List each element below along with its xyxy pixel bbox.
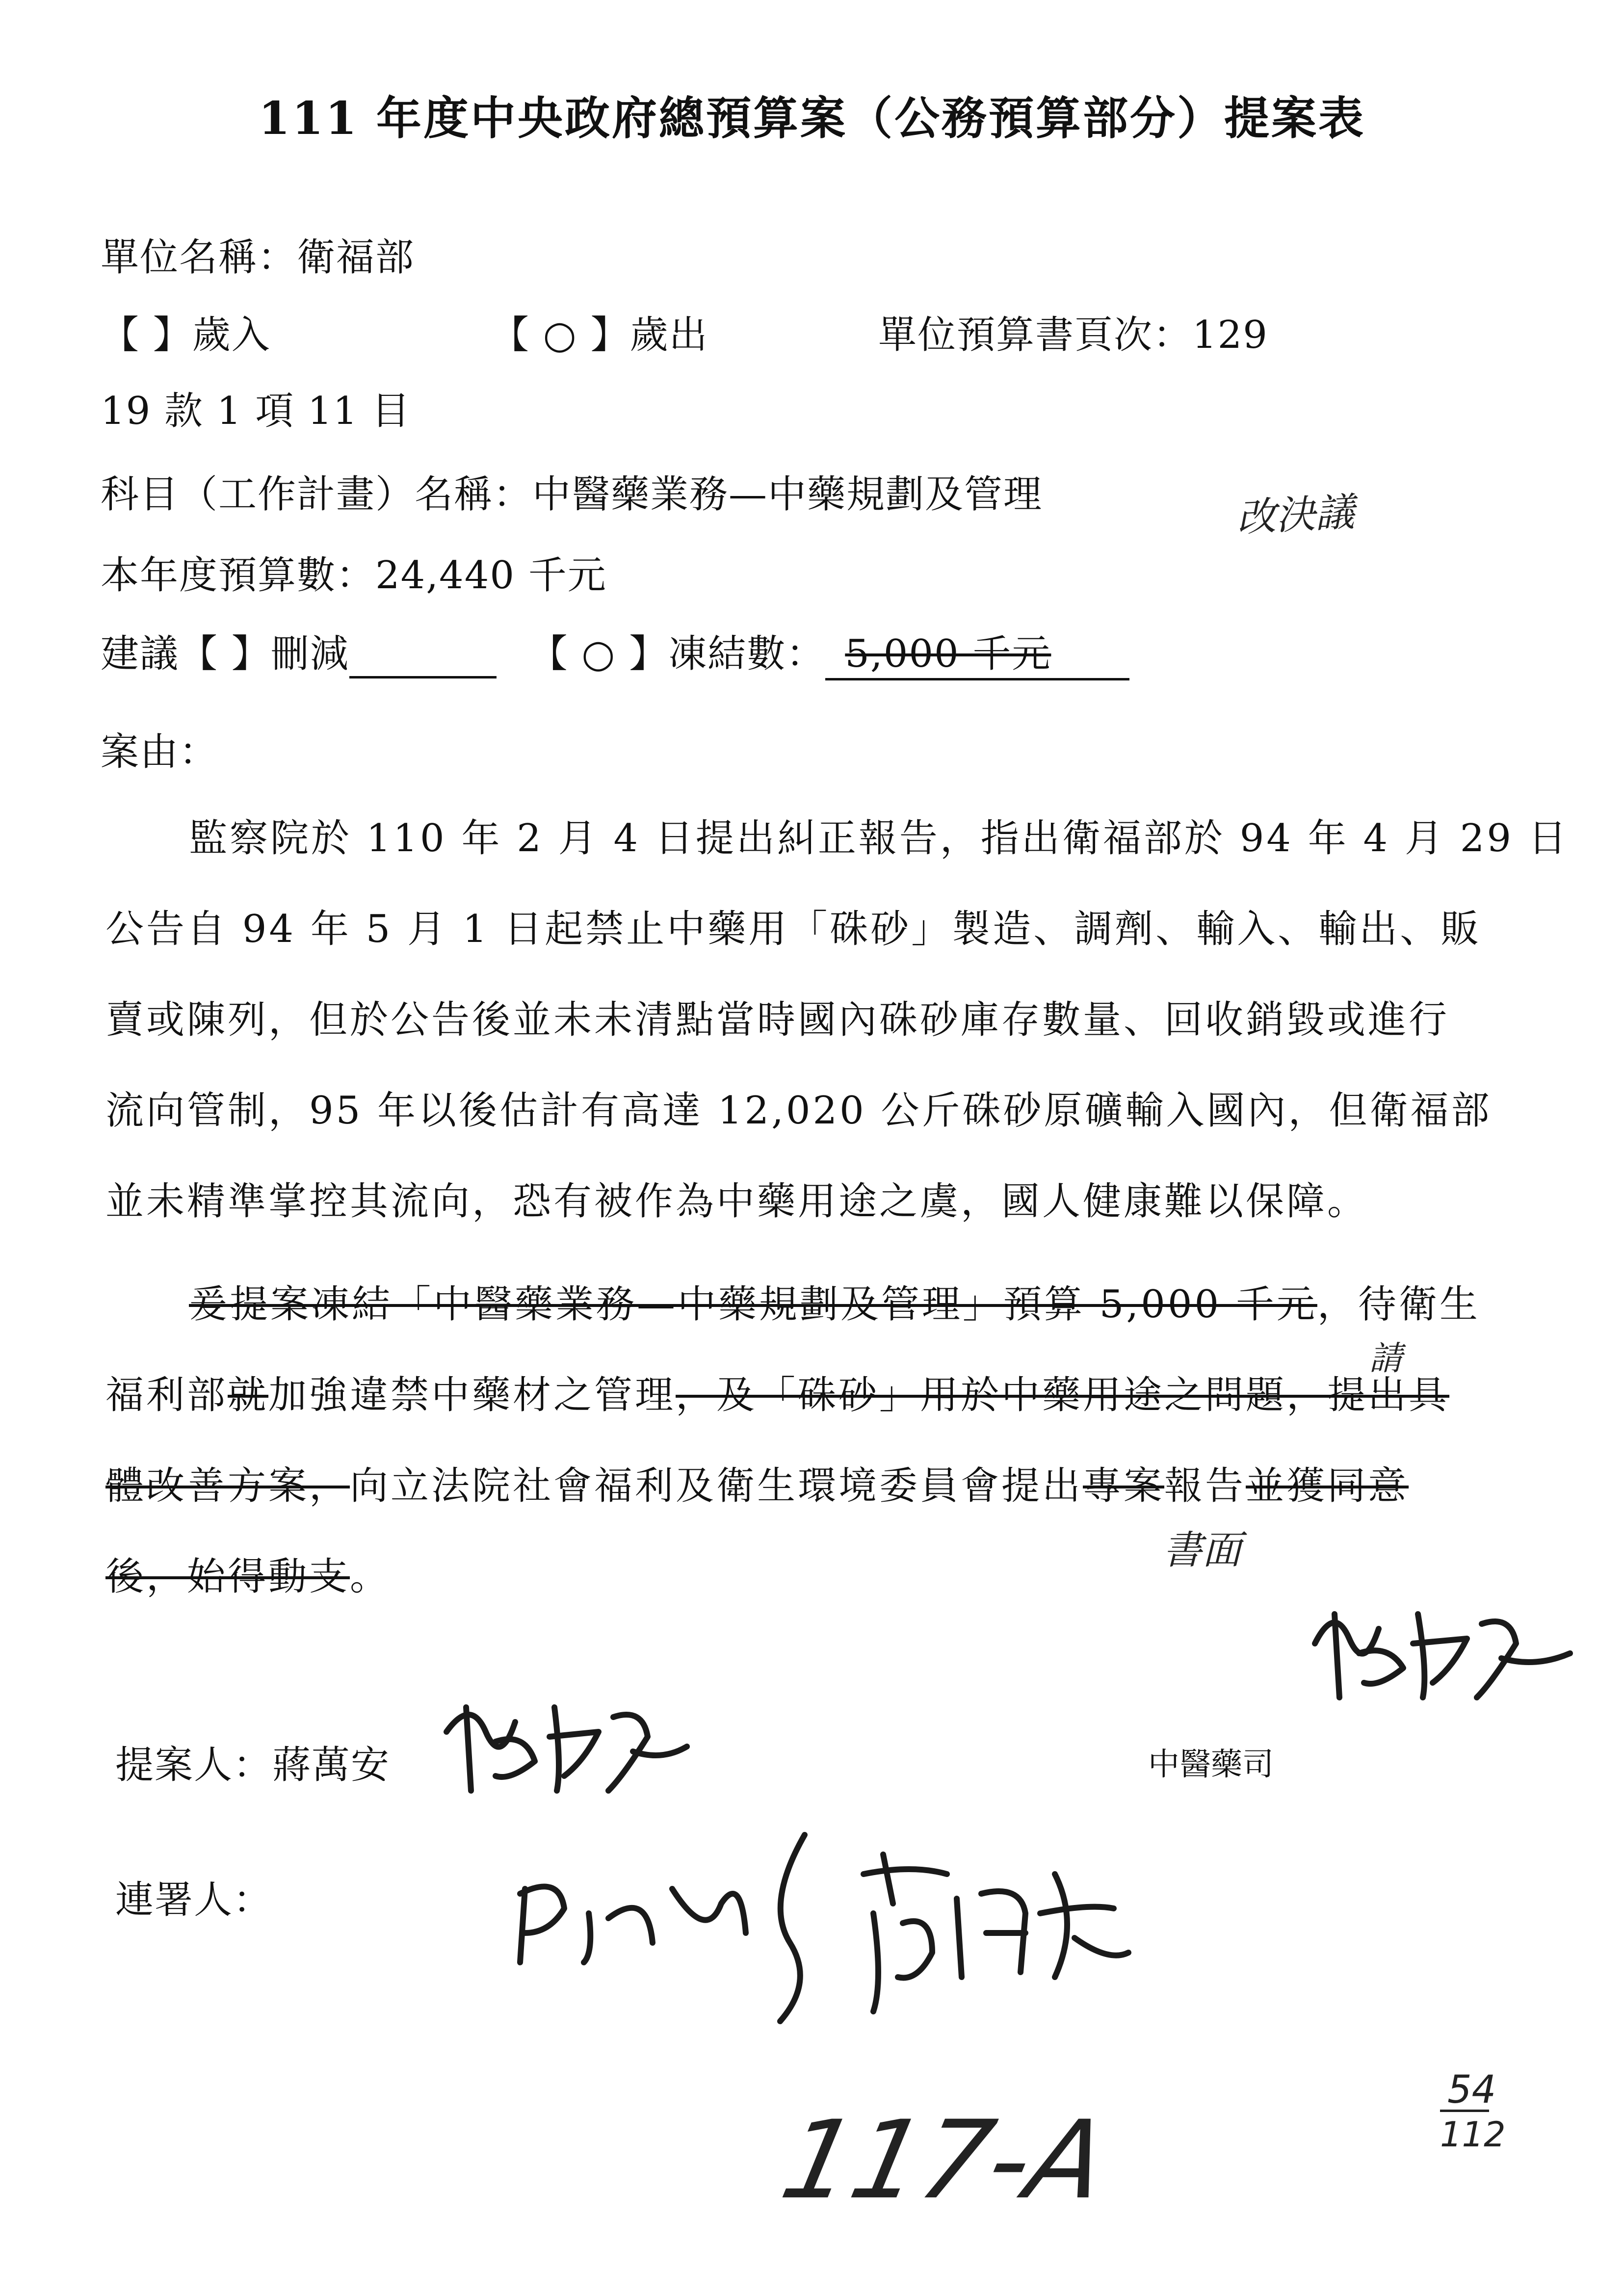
resolution-text: 。 <box>350 1555 391 1599</box>
resolution-line-4 <box>105 1555 391 1599</box>
proposer-label: 提案人： <box>115 1743 273 1787</box>
budget-label: 本年度預算數： <box>101 553 376 598</box>
budget-row <box>101 545 607 600</box>
cosigner-signature <box>491 1815 1168 2090</box>
reason-line: 公告自 94 年 5 月 1 日起禁止中藥用「硃砂」製造、調劑、輸入、輸出、販 <box>105 907 1482 951</box>
proposal-label: 建議 <box>101 632 180 676</box>
struck-text: 並獲同意 <box>1246 1464 1409 1508</box>
resolution-text: 報告 <box>1164 1464 1246 1508</box>
handwritten-insert-written: 書面 <box>1163 1527 1241 1573</box>
handwritten-annotation: 改決議 <box>1235 489 1356 541</box>
struck-text: 爰提案凍結「中醫藥業務—中藥規劃及管理」預算 5,000 千元 <box>189 1282 1317 1327</box>
page-number-top: 54 <box>1447 2068 1496 2112</box>
expense-checkbox: 【 ○ 】 <box>491 313 630 357</box>
struck-text: 專案 <box>1083 1464 1165 1508</box>
struck-text: ，及「硃砂」用於中藥用途之問題，提出具 <box>676 1373 1450 1417</box>
budget-value: 24,440 千元 <box>375 553 607 598</box>
revenue-option <box>101 304 271 359</box>
reason-line: 賣或陳列，但於公告後並未未清點當時國內硃砂庫存數量、回收銷毀或進行 <box>105 998 1450 1042</box>
resolution-text: 福利部 <box>105 1373 228 1417</box>
reason-line: 監察院於 110 年 2 月 4 日提出糾正報告，指出衛福部於 94 年 4 月 29 日 <box>189 816 1569 861</box>
signature-right <box>1305 1585 1580 1712</box>
cut-label: 刪減 <box>270 632 349 676</box>
proposal-row <box>101 623 1129 680</box>
proposer-signature <box>437 1688 692 1800</box>
resolution-text: ，待衛生 <box>1317 1282 1480 1327</box>
page-number-bottom: 112 <box>1440 2114 1506 2155</box>
cut-blank <box>349 632 497 678</box>
unit-value: 衛福部 <box>297 235 415 280</box>
subject-label: 科目（工作計畫）名稱： <box>101 472 533 517</box>
resolution-text: 加強違禁中藥材之管理 <box>268 1373 676 1417</box>
freeze-value-field <box>825 623 1129 680</box>
expense-label: 歲出 <box>629 313 708 357</box>
resolution-text: 向立法院社會福利及衛生環境委員會提出 <box>350 1464 1083 1508</box>
reason-label: 案由： <box>101 730 219 774</box>
revenue-label: 歲入 <box>192 313 271 357</box>
reason-line: 流向管制，95 年以後估計有高達 12,020 公斤硃砂原礦輸入國內，但衛福部 <box>105 1089 1492 1133</box>
unit-label: 單位名稱： <box>101 235 297 280</box>
struck-text: 體改善方案， <box>105 1464 350 1508</box>
page-ref-value: 129 <box>1192 313 1268 357</box>
unit-row <box>101 227 415 282</box>
resolution-line-2 <box>105 1373 1450 1417</box>
handwritten-insert-please: 請 <box>1369 1339 1403 1378</box>
cosigner-label: 連署人： <box>115 1878 273 1922</box>
subject-value: 中醫藥業務—中藥規劃及管理 <box>532 472 1043 517</box>
reason-line: 並未精準掌控其流向，恐有被作為中藥用途之虞，國人健康難以保障。 <box>105 1179 1368 1224</box>
item-code: 19 款 1 項 11 目 <box>101 389 411 433</box>
proposer-row <box>115 1734 390 1789</box>
page-number-divider <box>1440 2110 1489 2112</box>
freeze-label: 凍結數： <box>668 632 826 676</box>
expense-option <box>491 304 708 359</box>
revenue-checkbox: 【 】 <box>101 313 192 357</box>
struck-text: 後，始得動支 <box>105 1555 350 1599</box>
resolution-line-3 <box>105 1464 1409 1508</box>
proposer-name: 蔣萬安 <box>272 1743 391 1787</box>
budget-page-ref <box>878 304 1268 359</box>
subject-row <box>101 464 1043 519</box>
struck-text: 就 <box>228 1373 269 1417</box>
handwritten-case-number: 117-A <box>771 2097 1118 2223</box>
resolution-line-1 <box>189 1282 1480 1327</box>
page-ref-label: 單位預算書頁次： <box>878 313 1193 357</box>
page-title: 111 年度中央政府總預算案（公務預算部分）提案表 <box>258 92 1366 145</box>
freeze-checkbox: 【 ○ 】 <box>529 632 669 676</box>
freeze-value: 5,000 千元 <box>845 632 1051 676</box>
department: 中醫藥司 <box>1148 1747 1274 1783</box>
cut-checkbox: 【 】 <box>179 632 271 676</box>
